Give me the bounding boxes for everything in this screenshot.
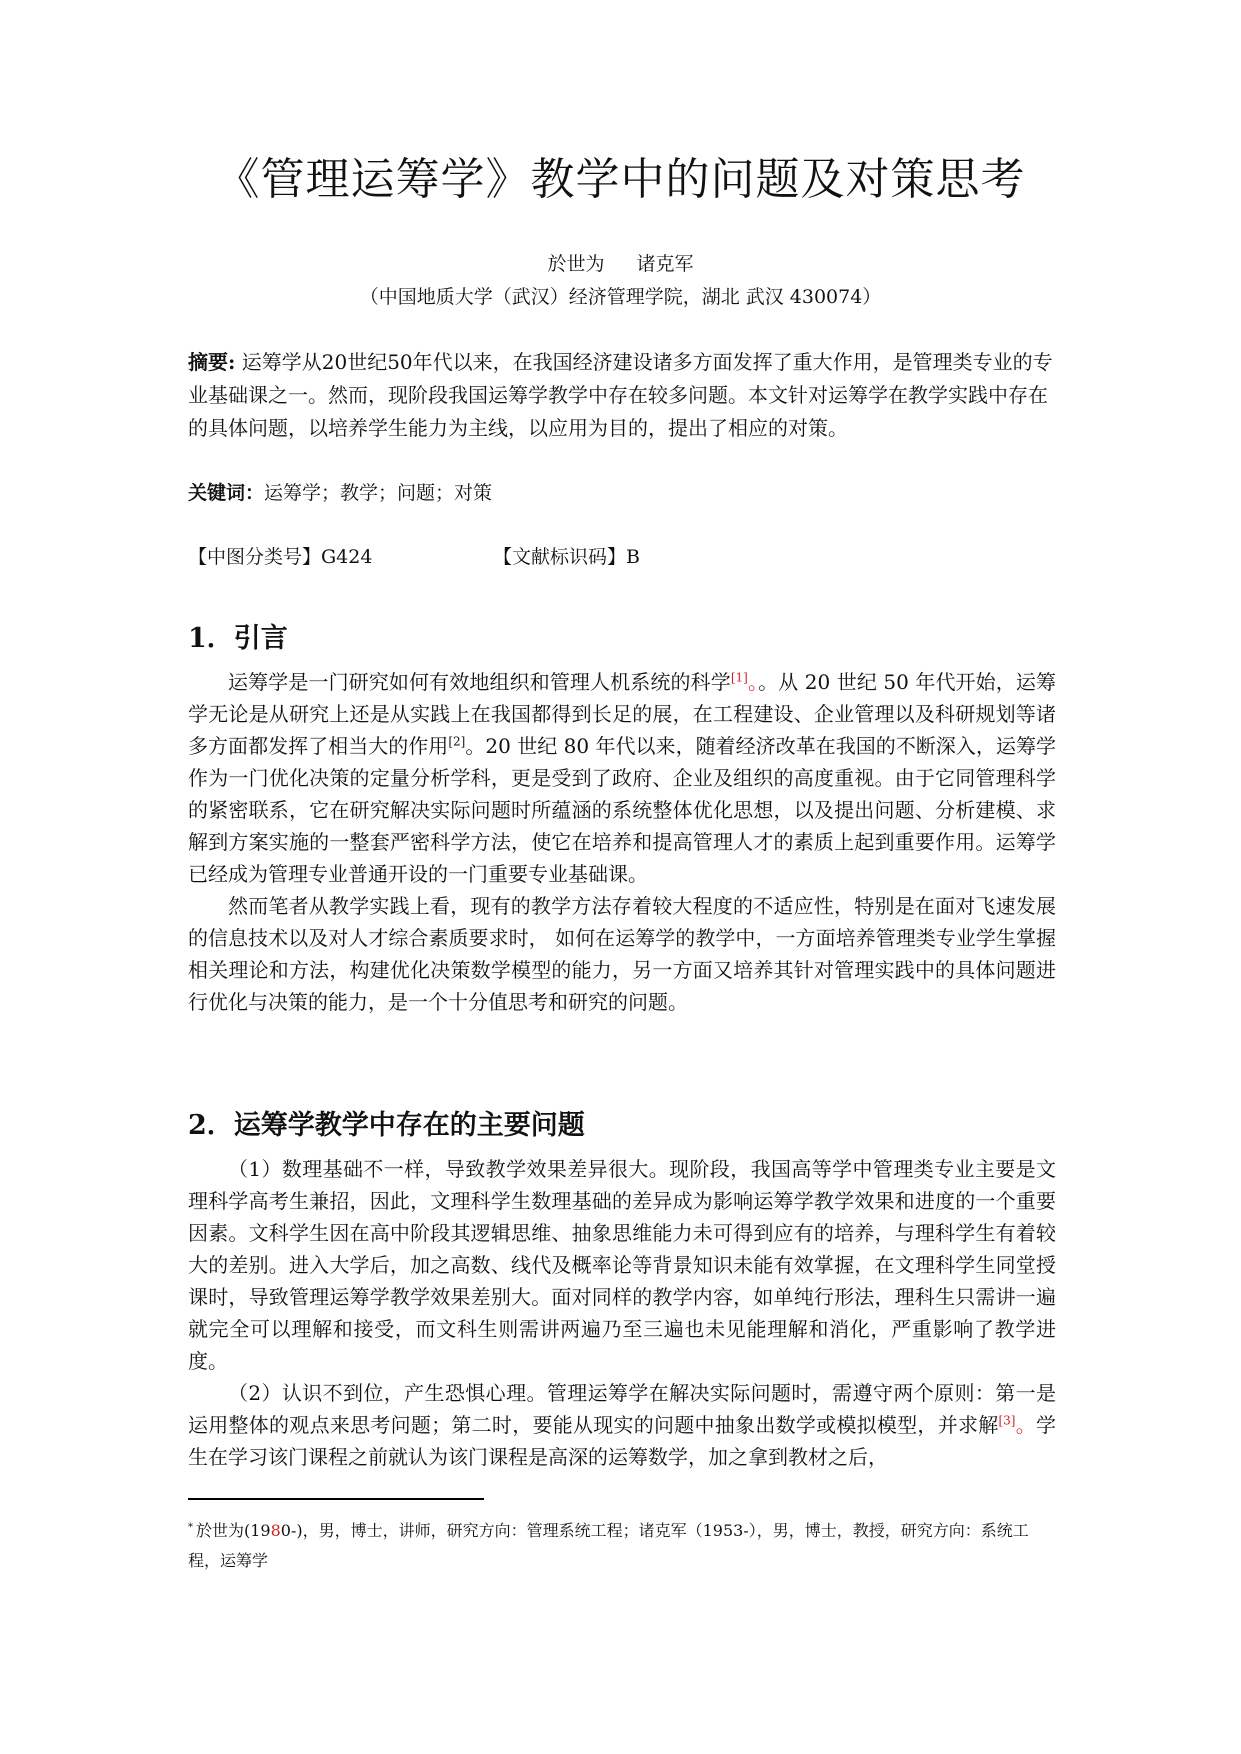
citation-link[interactable]: [3]: [998, 1413, 1016, 1428]
footnote-mark: *: [188, 1521, 193, 1533]
keywords-text: 运筹学；教学；问题；对策: [264, 482, 493, 504]
author-affiliation: （中国地质大学（武汉）经济管理学院，湖北 武汉 430074）: [359, 286, 882, 308]
document-code: 【文献标识码】B: [493, 546, 640, 568]
section-body: [188, 666, 1056, 1018]
paper-title: 《管理运筹学》教学中的问题及对策思考: [215, 154, 1026, 205]
classification-line: [188, 542, 1056, 572]
abstract-label: 摘要:: [188, 350, 236, 374]
clc-number: 【中图分类号】G424: [188, 546, 373, 568]
keywords-label: 关键词：: [188, 482, 265, 504]
paragraph: （1）数理基础不一样，导致教学效果差异很大。现阶段，我国高等学中管理类专业主要是文理科学高考生兼招，因此，文理科学生数理基础的差异成为影响运筹学教学效果和进度的一个重要因素。文科学生因在高中阶段其逻辑思维、抽象思维能力未可得到应有的培养，与理科学生有着较大的差别。进入大学后，加之高数、线代及概率论等背景知识未能有效掌握，在文理科学生同堂授课时，导致管理运筹学教学效果差别大。面对同样的教学内容，如单纯行形法，理科生只需讲一遍就完全可以理解和接受，而文科生则需讲两遍乃至三遍也未见能理解和消化，严重影响了教学进度。: [188, 1157, 1056, 1373]
keywords: [188, 478, 1056, 508]
author-name: 於世为: [547, 253, 605, 275]
author-list: [150, 250, 1091, 278]
paragraph: （2）认识不到位，产生恐惧心理。管理运筹学在解决实际问题时，需遵守两个原则：第一是运用整体的观点来思考问题；第二时，要能从现实的问题中抽象出数学或模拟模型，并求解[3]。学生在学习该门课程之前就认为该门课程是高深的运筹数学，加之拿到教材之后，: [188, 1381, 1057, 1469]
paragraph: 运筹学是一门研究如何有效地组织和管理人机系统的科学[1]。。从 20 世纪 50 年代开始，运筹学无论是从研究上还是从实践上在我国都得到长足的展，在工程建设、企业管理以及科研规划等诸多方面都发挥了相当大的作用[2]。20 世纪 80 年代以来，随着经济改革在我国的不断深入，运筹学作为一门优化决策的定量分析学科，更是受到了政府、企业及组织的高度重视。由于它同管理科学的紧密联系，它在研究解决实际问题时所蕴涵的系统整体优化思想，以及提出问题、分析建模、求解到方案实施的一整套严密科学方法，使它在培养和提高管理人才的素质上起到重要作用。运筹学已经成为管理专业普通开设的一门重要专业基础课。: [188, 670, 1057, 886]
citation-link[interactable]: [2]: [448, 734, 466, 749]
author-name: 诸克军: [636, 253, 694, 275]
footnote: * 於世为(1980-)，男，博士，讲师，研究方向：管理系统工程；诸克军（1953-），男，博士，教授，研究方向：系统工程，运筹学: [188, 1521, 1029, 1570]
section-heading: 1．引言: [188, 623, 288, 654]
abstract-text: 运筹学从20世纪50年代以来，在我国经济建设诸多方面发挥了重大作用，是管理类专业的专业基础课之一。然而，现阶段我国运筹学教学中存在较多问题。本文针对运筹学在教学实践中存在的具体问题，以培养学生能力为主线，以应用为目的，提出了相应的对策。: [188, 350, 1053, 440]
paragraph: 然而笔者从教学实践上看，现有的教学方法存着较大程度的不适应性，特别是在面对飞速发展的信息技术以及对人才综合素质要求时， 如何在运筹学的教学中，一方面培养管理类专业学生掌握相关理论和方法，构建优化决策数学模型的能力，另一方面又培养其针对管理实践中的具体问题进行优化与决策的能力，是一个十分值思考和研究的问题。: [188, 894, 1056, 1014]
section-body: [188, 1153, 1056, 1473]
abstract: [188, 346, 1056, 445]
footnote-divider: [188, 1498, 484, 1500]
citation-link[interactable]: [1]: [730, 670, 748, 685]
section-heading: 2．运筹学教学中存在的主要问题: [188, 1110, 585, 1141]
